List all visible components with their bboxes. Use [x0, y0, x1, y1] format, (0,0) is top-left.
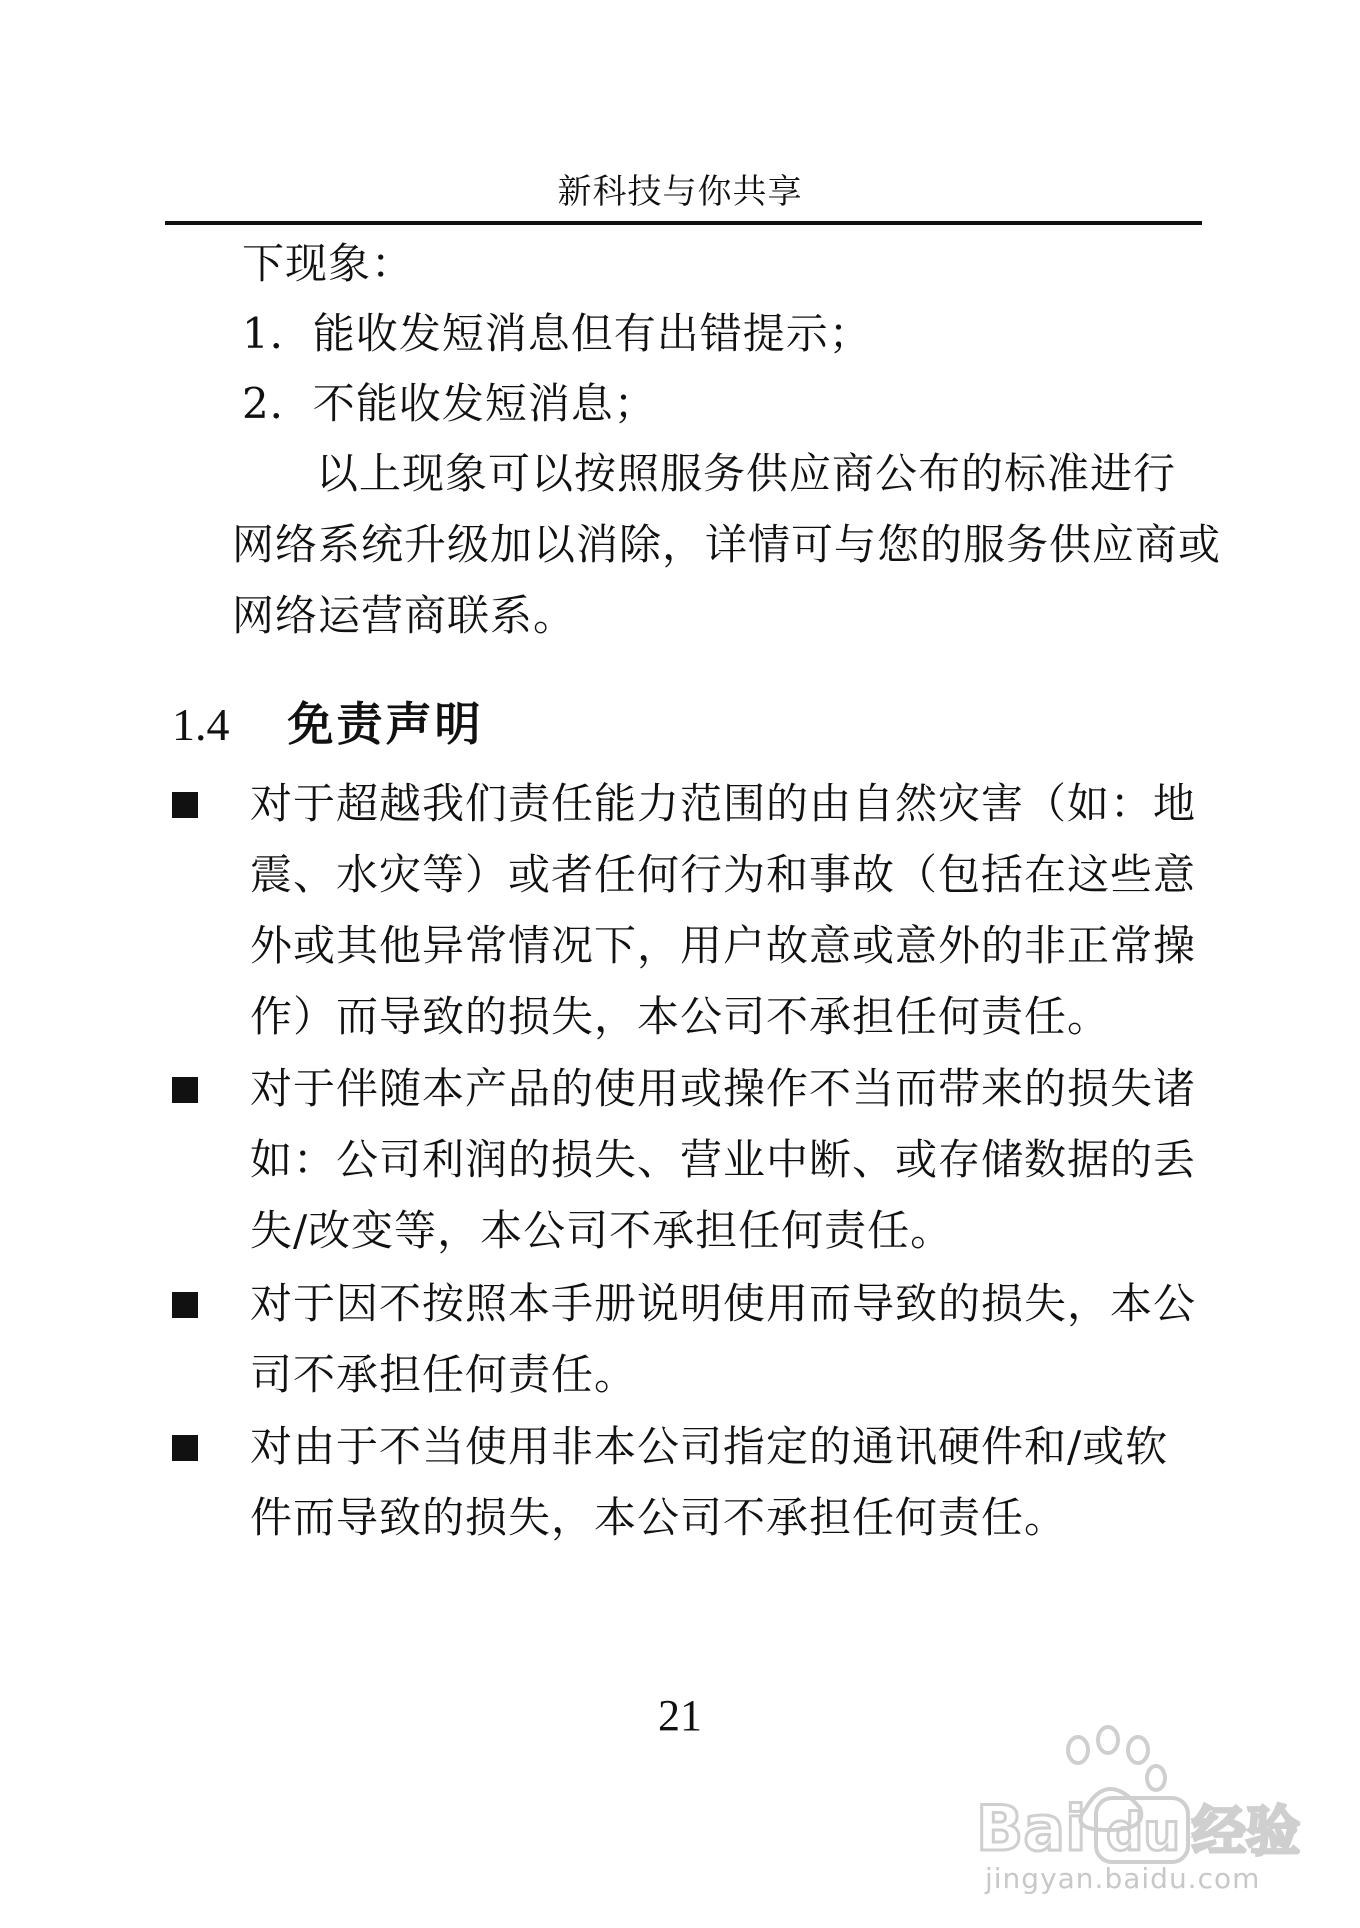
intro-list-item-1: 1．能收发短消息但有出错提示；: [242, 309, 872, 358]
bullet-square-icon: [172, 1292, 198, 1318]
bullet-square-icon: [172, 1077, 198, 1103]
intro-paragraph-line: 网络系统升级加以消除，详情可与您的服务供应商或: [232, 520, 1222, 569]
svg-text:经验: 经验: [1192, 1800, 1300, 1863]
watermark-url: jingyan.baidu.com: [985, 1862, 1261, 1895]
section-number: 1.4: [172, 699, 230, 750]
disclaimer-4-line: 件而导致的损失，本公司不承担任何责任。: [250, 1493, 1068, 1542]
header-divider: [165, 221, 1202, 225]
disclaimer-2-line: 对于伴随本产品的使用或操作不当而带来的损失诸: [250, 1064, 1197, 1113]
disclaimer-1-line: 对于超越我们责任能力范围的由自然灾害（如：地: [250, 779, 1197, 828]
intro-paragraph-line: 以上现象可以按照服务供应商公布的标准进行: [316, 449, 1177, 498]
intro-list-item-2: 2．不能收发短消息；: [242, 379, 657, 428]
disclaimer-4-line: 对由于不当使用非本公司指定的通讯硬件和/或软: [250, 1422, 1169, 1471]
disclaimer-3-line: 司不承担任何责任。: [250, 1350, 638, 1399]
disclaimer-1-line: 震、水灾等）或者任何行为和事故（包括在这些意: [250, 850, 1197, 899]
page-number: 21: [658, 1691, 702, 1740]
disclaimer-1-line: 外或其他异常情况下，用户故意或意外的非正常操: [250, 921, 1197, 970]
section-title: 免责声明: [287, 697, 484, 751]
intro-paragraph-line: 网络运营商联系。: [232, 591, 577, 640]
svg-text:Bai: Bai: [976, 1792, 1087, 1865]
disclaimer-1-line: 作）而导致的损失，本公司不承担任何责任。: [250, 992, 1111, 1041]
disclaimer-2-line: 如：公司利润的损失、营业中断、或存储数据的丢: [250, 1135, 1197, 1184]
running-header: 新科技与你共享: [557, 172, 803, 212]
bullet-square-icon: [172, 792, 198, 818]
section-heading: [172, 694, 484, 755]
disclaimer-2-line: 失/改变等，本公司不承担任何责任。: [250, 1206, 954, 1255]
intro-line: 下现象：: [242, 239, 415, 288]
bullet-square-icon: [172, 1435, 198, 1461]
svg-text:du: du: [1106, 1803, 1181, 1863]
disclaimer-3-line: 对于因不按照本手册说明使用而导致的损失，本公: [250, 1279, 1197, 1328]
